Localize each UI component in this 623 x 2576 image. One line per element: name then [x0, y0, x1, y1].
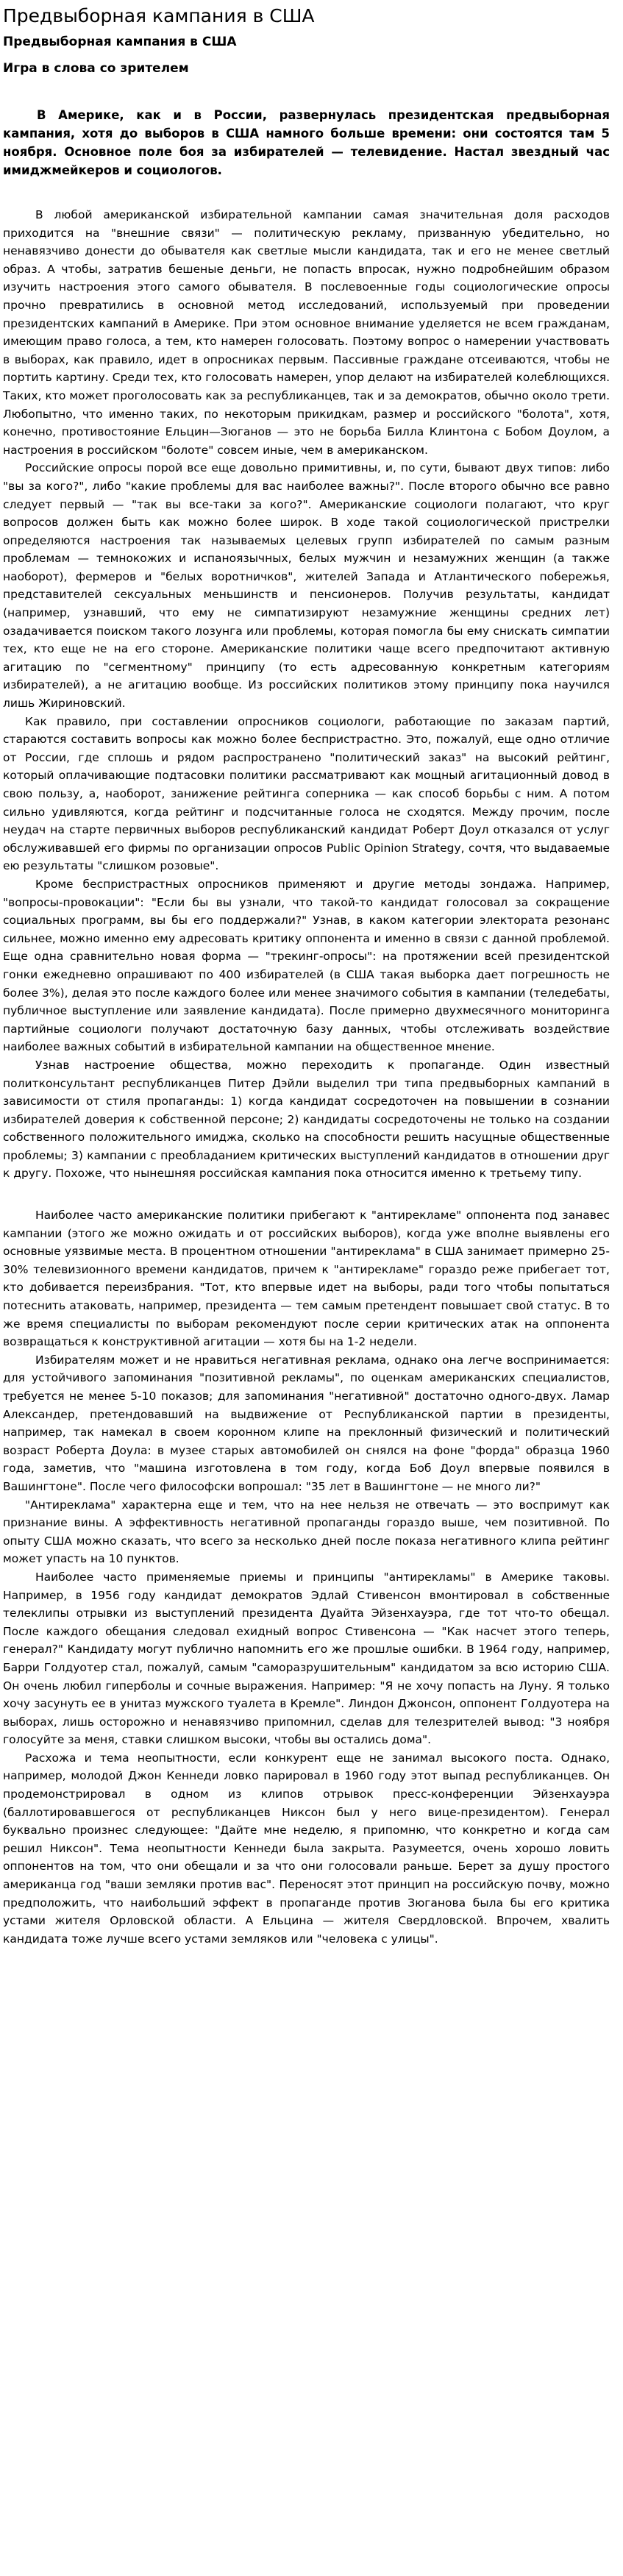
body-paragraph-10: Расхожа и тема неопытности, если конкурент еще не занимал высокого поста. Однако, например, молодой Джон Кеннеди ловко парировал в 1960 году этот выпад республиканцев. Он продемонстрировал в одном из клипов отрывок пресс-конференции Эйзенхауэра (баллотировавшегося от республиканцев Никсон был у него вице-президентом). Генерал буквально произнес следующее: "Дайте мне неделю, я припомню, что конкретно и когда сам решил Никсон". Тема неопытности Кеннеди была закрыта. Разумеется, очень хорошо ловить оппонентов на том, что они обещали и за что они голосовали раньше. Берет за душу простого американца год "ваши земляки против вас". Переносят этот принцип на российскую почву, можно предположить, что наибольший эффект в пропаганде против Зюганова была бы его критика устами жителя Орловской области. А Ельцина — жителя Свердловской. Впрочем, хвалить кандидата тоже лучше всего устами земляков или "человека с улицы". — [3, 1751, 610, 1946]
body-paragraph-5: Узнав настроение общества, можно переходить к пропаганде. Один известный политконсультант республиканцев Питер Дэйли выделил три типа предвыборных кампаний в зависимости от стиля пропаганды: 1) когда кандидат сосредоточен на повышении в сознании избирателей доверия к собственной персоне; 2) кандидаты сосредоточены не только на создании собственного положительного имиджа, сколько на способности решить насущные общественные проблемы; 3) кампании с преобладанием критических выступлений кандидатов в отношении друг к другу. Похоже, что нынешняя российская кампания пока относится именно к третьему типу. — [3, 1058, 610, 1181]
article-subheading: Игра в слова со зрителем — [3, 61, 189, 76]
body-paragraph-7: Избирателям может и не нравиться негативная реклама, однако она легче воспринимается: для устойчивого запоминания "позитивной рекламы", по оценкам американских специалистов, требуется не менее 5-10 показов; для запоминания "негативной" достаточно одного-двух. Ламар Александер, претендовавший на выдвижение от Республиканской партии в президенты, например, так намекал в своем коронном клипе на преклонный физический и политический возраст Роберта Доула: в музее старых автомобилей он снялся на фоне "форда" образца 1960 года, заметив, что "машина изготовлена в том году, когда Боб Доул впервые появился в Вашингтоне". После чего философски вопрошал: "35 лет в Вашингтоне — не много ли?" — [3, 1353, 610, 1493]
article-heading: Предвыборная кампания в США — [3, 35, 237, 49]
body-paragraph-9: Наиболее часто применяемые приемы и принципы "антирекламы" в Америке таковы. Например, в 1956 году кандидат демократов Эдлай Стивенсон вмонтировал в собственные телеклипы отрывки из выступлений президента Дуайта Эйзенхауэра, где тот что-то обещал. После каждого обещания следовал ехидный вопрос Стивенсона — "Как насчет этого теперь, генерал?" Кандидату могут публично напомнить его же прошлые ошибки. В 1964 году, например, Барри Голдуотер стал, пожалуй, самым "саморазрушительным" кандидатом за всю историю США. Он очень любил гиперболы и сочные выражения. Например: "Я не хочу попасть на Луну. Я только хочу засунуть ее в унитаз мужского туалета в Кремле". Линдон Джонсон, оппонент Голдуотера на выборах, лишь осторожно и ненавязчиво припомнил, сделав для телезрителей вывод: "3 ноября голосуйте за меня, ставки слишком высоки, чтобы вы остались дома". — [3, 1570, 610, 1747]
body-paragraph-8: "Антиреклама" характерна еще и тем, что на нее нельзя не отвечать — это воспримут как признание вины. А эффективность негативной пропаганды гораздо выше, чем позитивной. По опыту США можно сказать, что всего за несколько дней после показа негативного клипа рейтинг может упасть на 10 пунктов. — [3, 1498, 610, 1566]
article-lead: В Америке, как и в России, развернулась президентская предвыборная кампания, хотя до выборов в США намного больше времени: они состоятся там 5 ноября. Основное поле боя за избирателей — телевидение. Настал звездный час имиджмейкеров и социологов. — [3, 108, 610, 177]
body-paragraph-2: Российские опросы порой все еще довольно примитивны, и, по сути, бывают двух типов: либо "вы за кого?", либо "какие проблемы для вас наиболее важны?". После второго обычно все равно следует первый — "так вы все-таки за кого?". Американские социологи полагают, что круг вопросов должен быть как можно более широк. В ходе такой социологической пристрелки определяются настроения так называемых целевых групп избирателей по самым разным проблемам — темнокожих и испаноязычных, белых мужчин и незамужних женщин (а также наоборот), фермеров и "белых воротничков", жителей Запада и Атлантического побережья, представителей сексуальных меньшинств и пенсионеров. Получив результаты, кандидат (например, узнавший, что ему не симпатизируют незамужние женщины средних лет) озадачивается поиском такого лозунга или проблемы, которая помогла бы ему снискать симпатии тех, кто еще не на его стороне. Американские политики чаще всего предпочитают активную агитацию по "сегментному" принципу (то есть адресованную конкретным категориям избирателей), а не агитацию вообще. Из российских политиков этому принципу пока научился лишь Жириновский. — [3, 461, 610, 711]
body-paragraph-3: Как правило, при составлении опросников социологи, работающие по заказам партий, стараются составить вопросы как можно более беспристрастно. Это, пожалуй, еще одно отличие от России, где сплошь и рядом распространено "политический заказ" на высокий рейтинг, который оплачивающие подтасовки политики рассматривают как мощный агитационный довод в свою пользу, а, наоборот, занижение рейтинга соперника — как способ борьбы с ним. А потом сильно удивляются, когда рейтинг и подсчитанные голоса не сходятся. Между прочим, после неудач на старте первичных выборов республиканский кандидат Роберт Доул отказался от услуг обслуживавшей его фирмы по организации опросов Public Opinion Strategy, сочтя, что выдаваемые ею результаты "слишком розовые". — [3, 714, 610, 873]
body-paragraph-4: Кроме беспристрастных опросников применяют и другие методы зондажа. Например, "вопросы-провокации": "Если бы вы узнали, что такой-то кандидат голосовал за сокращение социальных программ, вы бы его поддержали?" Узнав, в каком категории электората резонанс сильнее, можно именно ему адресовать критику оппонента и именно в связи с данной проблемой. Еще одна сравнительно новая форма — "трекинг-опросы": на протяжении всей президентской гонки ежедневно опрашивают по 400 избирателей (в США такая выборка дает погрешность не более 3%), делая это после каждого более или менее значимого события в кампании (теледебаты, публичное выступление или заявление кандидата). После примерно двухмесячного мониторинга партийные социологи получают достаточную базу данных, чтобы отслеживать воздействие наиболее важных событий в избирательной кампании на общественное мнение. — [3, 877, 610, 1054]
page-title: Предвыборная кампания в США — [3, 5, 315, 26]
body-paragraph-6: Наиболее часто американские политики прибегают к "антирекламе" оппонента под занавес кампании (этого же можно ожидать и от российских выборов), когда уже вполне выявлены его основные уязвимые места. В процентном отношении "антиреклама" в США занимает примерно 25-30% телевизионного времени кандидатов, причем к "антирекламе" гораздо реже прибегает тот, кто добивается переизбрания. "Тот, кто впервые идет на выборы, ради того чтобы попытаться потеснить атаковать, например, президента — тем самым претендент повышает свой статус. В то же время специалисты по выборам рекомендуют после серии критических атак на оппонента возвращаться к конструктивной агитации — хотя бы на 1-2 недели. — [3, 1209, 610, 1349]
body-paragraph-1: В любой американской избирательной кампании самая значительная доля расходов приходится на "внешние связи" — политическую рекламу, призванную убедительно, но ненавязчиво донести до обывателя как светлые мысли кандидата, так и его не менее светлый образ. А чтобы, затратив бешеные деньги, не попасть впросак, нужно подробнейшим образом изучить настроения этого самого обывателя. В послевоенные годы социологические опросы прочно превратились в основной метод исследований, используемый при проведении президентских кампаний в Америке. При этом основное внимание уделяется не всем гражданам, имеющим право голоса, а тем, кто намерен голосовать. Поэтому вопрос о намерении участвовать в выборах, как правило, идет в опросниках первым. Пассивные граждане отсеиваются, чтобы не портить картину. Среди тех, кто голосовать намерен, упор делают на избирателей колеблющихся. Таких, кто может проголосовать как за республиканцев, так и за демократов, обычно около трети. Любопытно, что именно таких, по некоторым прикидкам, размер и российского "болота", хотя, конечно, противостояние Ельцин—Зюганов — это не борьба Билла Клинтона с Бобом Доулом, а настроения в российском "болоте" совсем иные, чем в американском. — [3, 208, 610, 457]
